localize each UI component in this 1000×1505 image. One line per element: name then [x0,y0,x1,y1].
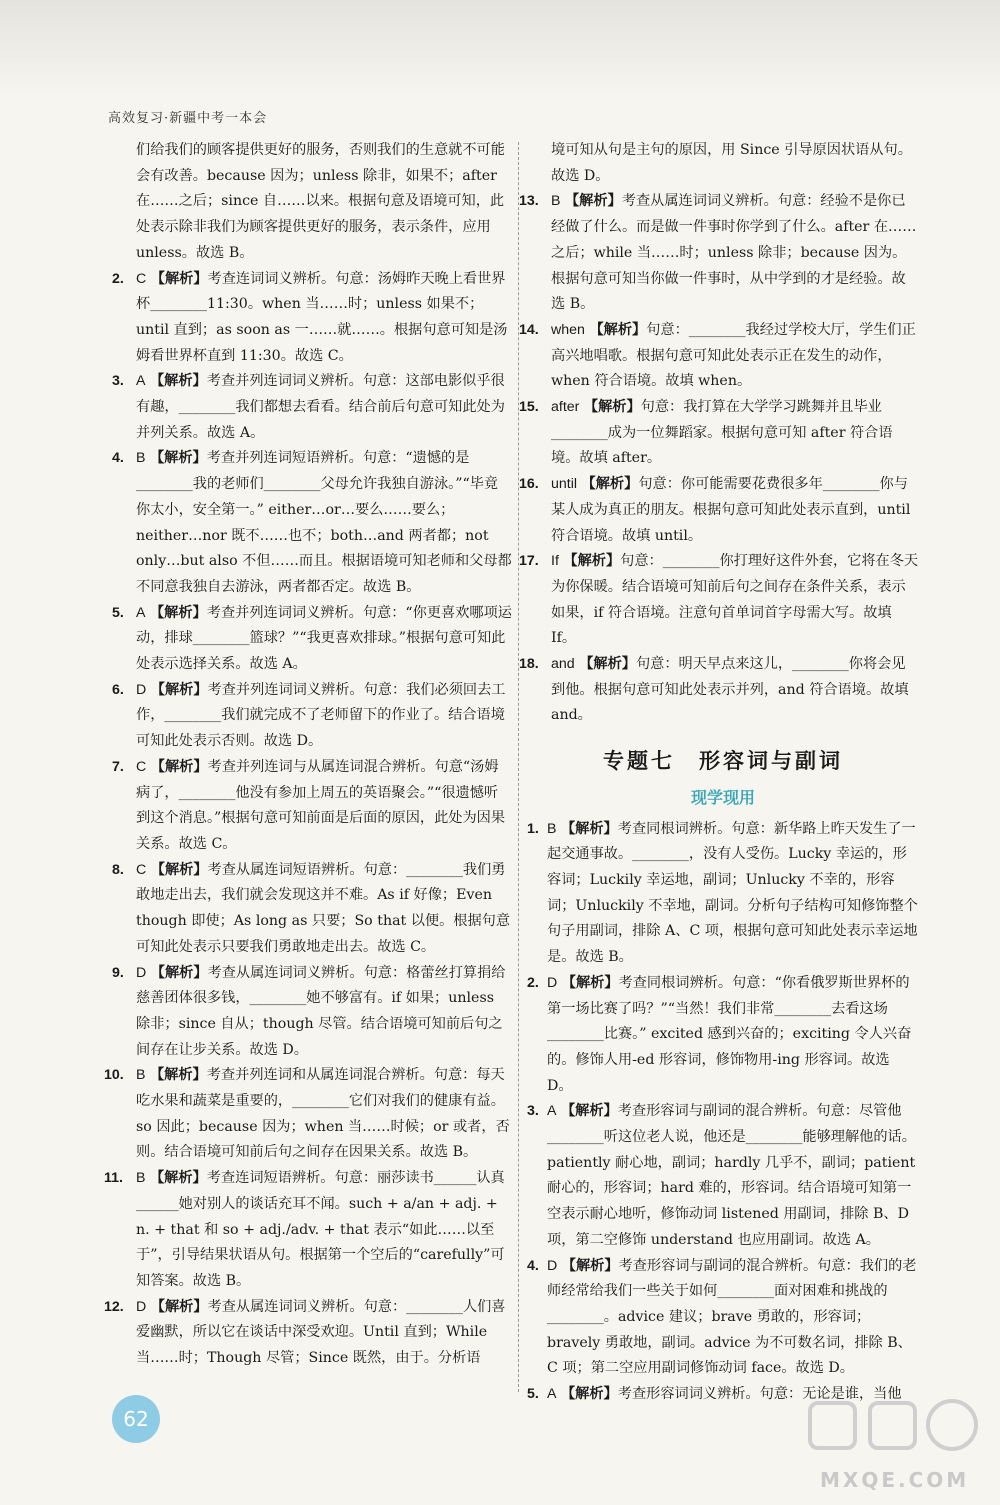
analysis-text: 考查从属连词短语辨析。句意：________我们勇敢地走出去，我们就会发现这并不难。As if 好像；Even though 即使；As long as 只要；So that 以便。根据句意可知此处表示只要我们勇敢地走出去。故选 C。 [136,861,511,955]
item-answer: A [547,1103,557,1120]
answer-item [527,971,919,1100]
item-number: 1. [527,820,539,837]
analysis-tag: 【解析】 [581,476,639,493]
answer-item [112,678,512,755]
analysis-tag: 【解析】 [149,1170,207,1187]
item-answer: after [551,399,580,416]
answer-item [104,1295,512,1372]
answer-item [112,369,512,446]
item-number: 14. [519,321,539,338]
answer-item [519,652,919,729]
analysis-tag: 【解析】 [150,964,208,981]
answer-item [104,1166,512,1295]
answer-item [519,472,919,549]
left-column [104,138,512,1372]
analysis-tag: 【解析】 [150,758,208,775]
answer-item [112,961,512,1064]
item-number: 7. [112,758,124,775]
analysis-text: 考查并列连词词义辨析。句意：“你更喜欢哪项运动，排球________篮球？”“我更喜欢排球。”根据句意可知此处表示选择关系。故选 A。 [136,604,512,673]
analysis-text: 句意：你可能需要花费很多年________你与某人成为真正的朋友。根据句意可知此处表示直到，until 符合语境。故填 until。 [551,476,911,544]
item-number: 3. [527,1103,539,1120]
item-answer: D [136,964,147,981]
item-answer: D [547,1257,558,1274]
item-number: 15. [519,399,539,416]
item-answer: D [547,974,558,991]
item-number: 2. [527,974,539,991]
page-number-badge: 62 [112,1395,160,1443]
analysis-text: 考查同根词辨析。句意：新华路上昨天发生了一起交通事故。________，没有人受伤。Lucky 幸运的，形容词；Luckily 幸运地，副词；Unlucky 不幸的，形容词；Unluckily 不幸地，副词。分析句子结构可知修饰整个句子用副词，排除 A、C 项，根据句意可知此处表示幸运地是。故选 B。 [547,820,918,966]
analysis-text: 考查并列连词词义辨析。句意：这部电影似乎很有趣，________我们都想去看看。结合前后句意可知此处为并列关系。故选 A。 [136,373,505,441]
item-number: 5. [112,604,124,621]
section-subtitle: 现学现用 [690,787,755,807]
analysis-tag: 【解析】 [150,270,208,287]
item-number: 4. [527,1257,539,1274]
answer-item [519,318,919,395]
analysis-tag: 【解析】 [150,861,208,878]
answer-item [519,549,919,652]
right-column [519,138,919,1408]
analysis-tag: 【解析】 [560,1386,618,1403]
analysis-text: 考查同根词辨析。句意：“你看俄罗斯世界杯的第一场比赛了吗？”“当然！我们非常________去看这场________比赛。” excited 感到兴奋的；exciting 令人兴奋的。修饰人用-ed 形容词，修饰物用-ing 形容词。故选 D。 [547,974,912,1094]
analysis-tag: 【解析】 [583,399,641,416]
item-answer: B [136,1170,146,1187]
analysis-tag: 【解析】 [149,373,207,390]
analysis-tag: 【解析】 [560,820,618,837]
item-answer: B [136,1067,146,1084]
right-intro-paragraph: 境可知从句是主句的原因，用 Since 引导原因状语从句。故选 D。 [551,142,912,184]
item-number: 11. [104,1170,123,1187]
answer-item [519,395,919,472]
analysis-text: 考查从属连词词义辨析。句意：________人们喜爱幽默，所以它在谈话中深受欢迎。Until 直到；While 当……时；Though 尽管；Since 既然，由于。分析语 [136,1298,506,1367]
item-number: 18. [519,656,539,673]
analysis-tag: 【解析】 [564,193,622,210]
analysis-tag: 【解析】 [589,321,647,338]
answer-item [112,755,512,858]
left-intro-paragraph: 们给我们的顾客提供更好的服务，否则我们的生意就不可能会有改善。because 因为；unless 除非，如果不；after 在……之后；since 自……以来。根据句意及语境可知，此处表示除非我们为顾客提供更好的服务，表示条件，应用 unless。故选 B。 [136,142,505,261]
analysis-tag: 【解析】 [561,974,619,991]
analysis-tag: 【解析】 [149,450,207,467]
analysis-text: 考查形容词与副词的混合辨析。句意：尽管他________听这位老人说，他还是________能够理解他的话。patiently 耐心地，副词；hardly 几乎不，副词；patient 耐心的，形容词；hard 难的，形容词。结合语境可知第一空表示耐心地听，修饰动词 listened 用副词，排除 B、D 项，第二空修饰 understand 也应用副词。故选 A。 [547,1103,916,1248]
analysis-tag: 【解析】 [150,1298,208,1315]
answer-item [104,1063,512,1166]
analysis-tag: 【解析】 [561,1257,619,1274]
analysis-tag: 【解析】 [563,553,621,570]
item-answer: A [136,604,146,621]
item-answer: B [136,450,146,467]
item-number: 2. [112,270,124,287]
section-title: 专题七 形容词与副词 [603,749,843,774]
answer-item [112,267,512,370]
analysis-text: 句意：________我经过学校大厅，学生们正高兴地唱歌。根据句意可知此处表示正在发生的动作，when 符合语境。故填 when。 [551,321,916,390]
analysis-text: 考查从属连词词义辨析。句意：格蕾丝打算捐给慈善团体很多钱，________她不够富有。if 如果；unless 除非；since 自从；though 尽管。结合语境可知前后句之间存在让步关系。故选 D。 [136,964,506,1058]
page-top-shadow [0,0,1000,95]
analysis-tag: 【解析】 [579,656,636,673]
item-number: 12. [104,1298,124,1315]
analysis-text: 考查从属连词词义辨析。句意：经验不是你已经做了什么。而是做一件事时你学到了什么。after 在……之后；while 当……时；unless 除非；because 因为。根据句意可知当你做一件事时，从中学到的才是经验。故选 B。 [551,193,917,313]
item-answer: B [547,820,557,837]
analysis-text: 考查连词词义辨析。句意：汤姆昨天晚上看世界杯________11:30。when 当……时；unless 如果不；until 直到；as soon as 一……就……。根据句意可知是汤姆看世界杯直到 11:30。故选 C。 [136,270,508,364]
item-number: 8. [112,861,124,878]
answer-item [112,601,512,678]
item-number: 9. [112,964,124,981]
item-answer: C [136,861,147,878]
analysis-text: 句意：明天早点来这儿，________你将会见到他。根据句意可知此处表示并列，and 符合语境。故填 and。 [551,656,909,724]
item-number: 16. [519,476,539,493]
item-number: 13. [519,193,539,210]
analysis-text: 考查并列连词和从属连词混合辨析。句意：每天吃水果和蔬菜是重要的，________它们对我们的健康有益。so 因此；because 因为；when 当……时候；or 或者，否则。结合语境可知前后句之间存在因果关系。故选 B。 [136,1067,510,1161]
analysis-tag: 【解析】 [149,1067,207,1084]
watermark-text: MXQE.COM [820,1468,970,1492]
item-answer: A [547,1386,557,1403]
item-number: 17. [519,553,539,570]
analysis-text: 考查形容词词义辨析。句意：无论是谁，当他 [617,1386,902,1403]
page-header: 高效复习·新疆中考一本会 [108,111,268,126]
item-number: 3. [112,373,124,390]
analysis-text: 考查形容词与副词的混合辨析。句意：我们的老师经常给我们一些关于如何________面对困难和挑战的________。advice 建议；brave 勇敢的，形容词；bravely 勇敢地，副词。advice 为不可数名词，排除 B、C 项；第二空应用副词修饰动词 face。故选 D。 [547,1257,917,1377]
item-answer: until [551,476,578,493]
analysis-text: 考查连词短语辨析。句意：丽莎读书______认真______她对别人的谈话充耳不闻。such + a/an + adj. + n. + that 和 so + adj./adv. + that 表示“如此……以至于”，引导结果状语从句。根据第一个空后的“carefully”可知答案。故选 B。 [136,1170,505,1289]
section-answer-list [527,817,919,1408]
analysis-text: 考查并列连词词义辨析。句意：我们必须回去工作，________我们就完成不了老师留下的作业了。结合语境可知此处表示否则。故选 D。 [136,681,506,750]
item-number: 4. [112,450,124,467]
answer-item [519,189,919,318]
item-answer: D [136,681,147,698]
item-answer: C [136,758,147,775]
right-answer-list [519,189,919,729]
analysis-tag: 【解析】 [150,681,208,698]
analysis-text: 考查并列连词与从属连词混合辨析。句意“汤姆病了，________他没有参加上周五的英语聚会。”“很遗憾听到这个消息。”根据句意可知前面是后面的原因，此处为因果关系。故选 C。 [136,758,506,852]
item-answer: when [551,321,585,338]
item-number: 5. [527,1386,539,1403]
item-number: 10. [104,1067,124,1084]
item-answer: If [551,553,559,570]
item-answer: C [136,270,147,287]
answer-item [527,1099,919,1253]
item-answer: and [551,656,575,673]
item-answer: D [136,1298,147,1315]
answer-item [112,858,512,961]
analysis-tag: 【解析】 [149,604,207,621]
analysis-text: 句意：我打算在大学学习跳舞并且毕业________成为一位舞蹈家。根据句意可知 after 符合语境。故填 after。 [551,399,893,467]
left-answer-list [104,267,512,1372]
item-number: 6. [112,681,124,698]
answer-item [527,1254,919,1383]
answer-item [527,817,919,971]
item-answer: B [551,193,561,210]
analysis-tag: 【解析】 [560,1103,618,1120]
item-answer: A [136,373,146,390]
analysis-text: 考查并列连词短语辨析。句意：“遗憾的是________我的老师们________父母允许我独自游泳。”“毕竟你太小，安全第一。” either…or…要么……要么；neither…nor 既不……也不；both…and 两者都；not only…but also 不但……而且。根据语境可知老师和父母都不同意我独自去游泳，两者都否定。故选 B。 [136,450,512,595]
answer-item [112,446,512,600]
analysis-text: 句意：________你打理好这件外套，它将在冬天为你保暖。结合语境可知前后句之间存在条件关系，表示如果，if 符合语境。注意句首单词首字母需大写。故填 If。 [551,553,919,647]
